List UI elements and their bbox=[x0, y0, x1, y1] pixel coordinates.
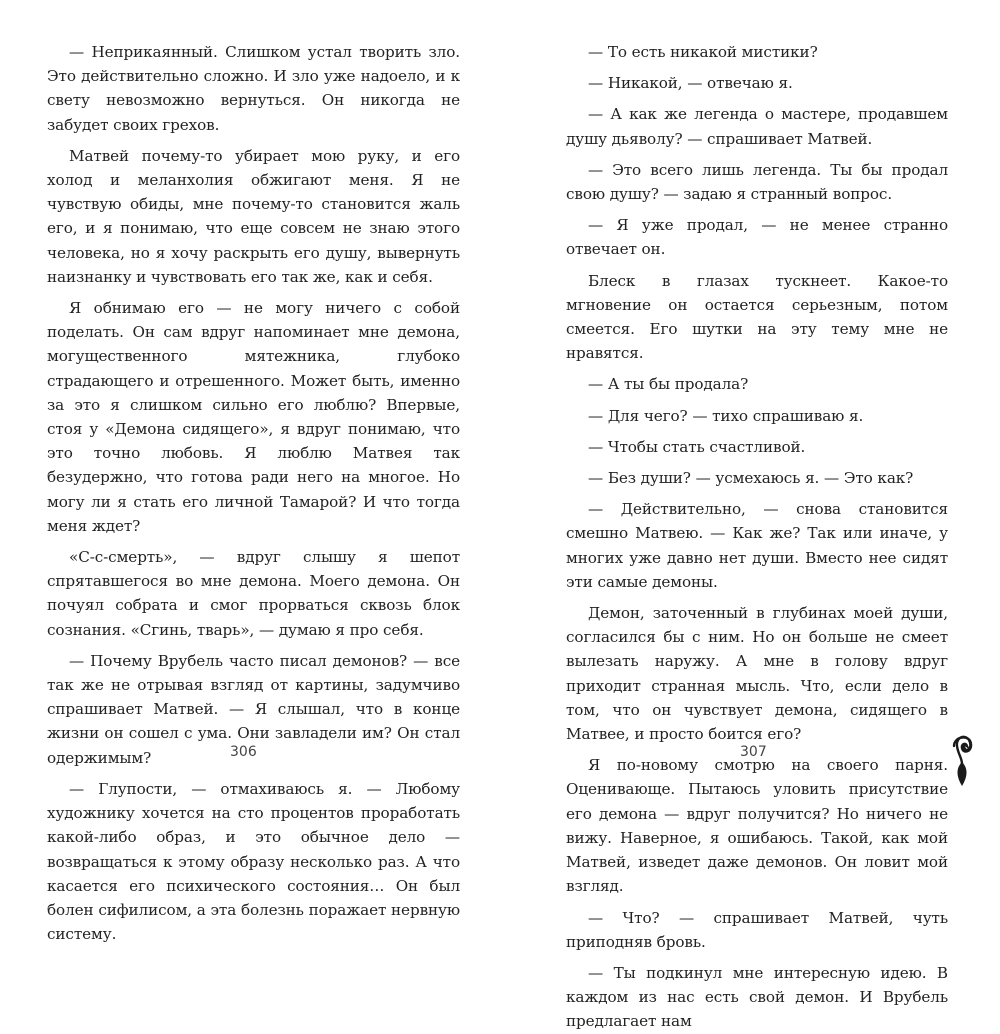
left-page-text bbox=[47, 40, 460, 946]
paragraph: — Чтобы стать счастливой. bbox=[588, 437, 806, 456]
paragraph: — Я уже продал, — не менее странно отвечает он. bbox=[566, 216, 948, 259]
paragraph: — Неприкаянный. Слишком устал творить зло. Это действительно сложно. И зло уже надоело, и к свету невозможно вернуться. Он никогда не забудет своих грехов. bbox=[47, 43, 460, 134]
paragraph: — А ты бы продала? bbox=[588, 375, 749, 394]
paragraph: — Действительно, — снова становится смешно Матвею. — Как же? Так или иначе, у многих уже давно нет души. Вместо нее сидят эти самые демоны. bbox=[566, 500, 948, 591]
paragraph: Матвей почему-то убирает мою руку, и его холод и меланхолия обжигают меня. Я не чувствую обиды, мне почему-то становится жаль его, и я понимаю, что еще совсем не знаю этого человека, но я хочу раскрыть его душу, вывернуть наизнанку и чувствовать его так же, как и себя. bbox=[47, 146, 460, 286]
paragraph: — Что? — спрашивает Матвей, чуть приподняв бровь. bbox=[566, 908, 948, 951]
paragraph: Демон, заточенный в глубинах моей души, согласился бы с ним. Но он больше не смеет вылезать наружу. А мне в голову вдруг приходит странная мысль. Что, если дело в том, что он чувствует демона, сидящего в Матвее, и просто боится его? bbox=[566, 604, 948, 744]
tail-ornament-icon bbox=[948, 732, 976, 788]
page-number-right: 307 bbox=[740, 744, 767, 760]
paragraph: Блеск в глазах тускнеет. Какое-то мгновение он остается серьезным, потом смеется. Его шутки на эту тему мне не нравятся. bbox=[566, 271, 948, 363]
paragraph: — Глупости, — отмахиваюсь я. — Любому художнику хочется на сто процентов проработать какой-либо образ, и это обычное дело — возвращаться к этому образу несколько раз. А что касается его психического состояния… Он был болен сифилисом, а эта болезнь поражает нервную систему. bbox=[47, 779, 460, 944]
paragraph: — А как же легенда о мастере, продавшем душу дьяволу? — спрашивает Матвей. bbox=[566, 105, 948, 148]
paragraph: — То есть никакой мистики? bbox=[588, 43, 818, 61]
paragraph: Я обнимаю его — не могу ничего с собой поделать. Он сам вдруг напоминает мне демона, могущественного мятежника, глубоко страдающего и отрешенного. Может быть, именно за это я слишком сильно его люблю? Впервые, стоя у «Демона сидящего», я вдруг понимаю, что это точно любовь. Я люблю Матвея так безудержно, что готова ради него на многое. Но могу ли я стать его личной Тамарой? И что тогда меня ждет? bbox=[47, 299, 460, 535]
paragraph: — Без души? — усмехаюсь я. — Это как? bbox=[588, 469, 914, 488]
page-number-left: 306 bbox=[230, 744, 257, 760]
paragraph: — Ты подкинул мне интересную идею. В каждом из нас есть свой демон. И Врубель предлагает нам bbox=[566, 963, 948, 1031]
paragraph: — Никакой, — отвечаю я. bbox=[588, 74, 793, 93]
right-page-text bbox=[566, 40, 948, 1034]
paragraph: «С-с-смерть», — вдруг слышу я шепот спрятавшегося во мне демона. Моего демона. Он почуял собрата и смог прорваться сквозь блок сознания. «Сгинь, тварь», — думаю я про себя. bbox=[47, 548, 460, 639]
paragraph: — Для чего? — тихо спрашиваю я. bbox=[588, 406, 864, 425]
paragraph: — Почему Врубель часто писал демонов? — все так же не отрывая взгляд от картины, задумчиво спрашивает Матвей. — Я слышал, что в конце жизни он сошел с ума. Они завладели им? Он стал одержимым? bbox=[47, 651, 460, 767]
paragraph: Я по-новому смотрю на своего парня. Оценивающе. Пытаюсь уловить присутствие его демона — вдруг получится? Но ничего не вижу. Наверное, я ошибаюсь. Такой, как мой Матвей, изведет даже демонов. Он ловит мой взгляд. bbox=[566, 756, 948, 896]
paragraph: — Это всего лишь легенда. Ты бы продал свою душу? — задаю я странный вопрос. bbox=[566, 160, 948, 204]
